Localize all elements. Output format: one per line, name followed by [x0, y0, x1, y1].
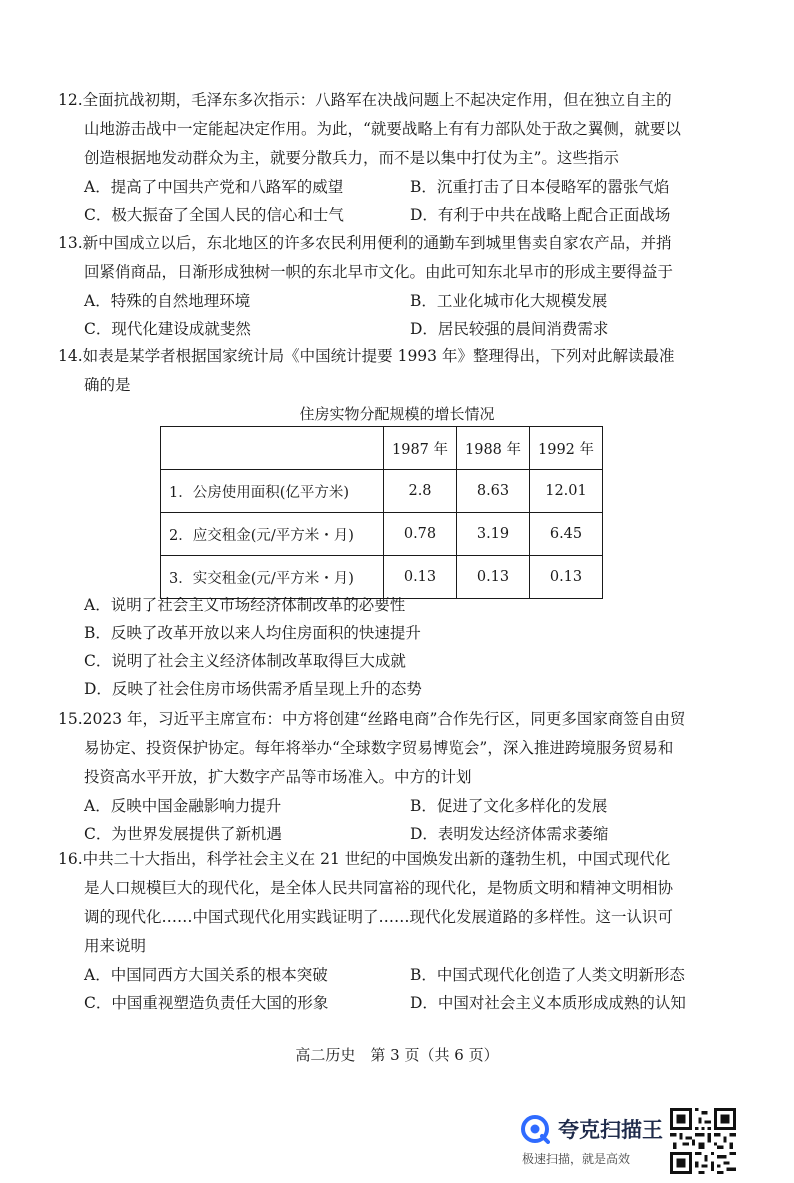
table-cell: 0.13: [384, 556, 457, 599]
question-16: [58, 845, 718, 1017]
question-number: 15.: [58, 710, 83, 728]
table-corner-cell: [161, 427, 384, 470]
option-b[interactable]: B．促进了文化多样化的发展: [410, 797, 608, 815]
question-text: 是人口规模巨大的现代化，是全体人民共同富裕的现代化，是物质文明和精神文明相协: [84, 879, 674, 897]
option-d[interactable]: D．反映了社会住房市场供需矛盾呈现上升的态势: [84, 680, 422, 698]
column-header: 1988 年: [457, 427, 530, 470]
question-14: [58, 342, 718, 400]
question-text: 投资高水平开放，扩大数字产品等市场准入。中方的计划: [84, 768, 472, 786]
option-a[interactable]: A．说明了社会主义市场经济体制改革的必要性: [84, 596, 406, 614]
table-header-row: [161, 427, 603, 470]
question-number: 14.: [58, 347, 83, 365]
option-a[interactable]: A．提高了中国共产党和八路军的威望: [84, 178, 344, 196]
row-label: 1．公房使用面积(亿平方米): [161, 470, 384, 513]
brand-name: 夸克扫描王: [558, 1118, 663, 1142]
column-header: 1992 年: [530, 427, 603, 470]
question-14-options: [58, 591, 718, 703]
question-text: 确的是: [84, 376, 131, 394]
question-number: 13.: [58, 234, 83, 252]
table-cell: 2.8: [384, 470, 457, 513]
table-cell: 0.13: [457, 556, 530, 599]
option-c[interactable]: C．中国重视塑造负责任大国的形象: [84, 994, 329, 1012]
table-cell: 6.45: [530, 513, 603, 556]
option-d[interactable]: D．居民较强的晨间消费需求: [410, 320, 609, 338]
table-row: [161, 470, 603, 513]
option-c[interactable]: C．说明了社会主义经济体制改革取得巨大成就: [84, 652, 406, 670]
row-label: 2．应交租金(元/平方米・月): [161, 513, 384, 556]
table-cell: 0.13: [530, 556, 603, 599]
qr-code-icon[interactable]: [670, 1108, 736, 1174]
question-number: 16.: [58, 850, 83, 868]
option-b[interactable]: B．反映了改革开放以来人均住房面积的快速提升: [84, 624, 421, 642]
question-12: [58, 86, 718, 229]
question-text: 调的现代化……中国式现代化用实践证明了……现代化发展道路的多样性。这一认识可: [84, 908, 674, 926]
option-c[interactable]: C．现代化建设成就斐然: [84, 320, 251, 338]
option-b[interactable]: B．工业化城市化大规模发展: [410, 292, 608, 310]
question-text: 易协定、投资保护协定。每年将举办“全球数字贸易博览会”，深入推进跨境服务贸易和: [84, 739, 674, 757]
table-cell: 3.19: [457, 513, 530, 556]
question-text: 创造根据地发动群众为主，就要分散兵力，而不是以集中打仗为主”。这些指示: [84, 149, 619, 167]
question-text: 2023 年，习近平主席宣布：中方将创建“丝路电商”合作先行区，同更多国家商签自由贸: [82, 710, 686, 728]
option-a[interactable]: A．特殊的自然地理环境: [84, 292, 251, 310]
page-footer: 高二历史 第 3 页（共 6 页）: [295, 1046, 499, 1064]
question-text: 全面抗战初期，毛泽东多次指示：八路军在决战问题上不起决定作用，但在独立自主的: [82, 91, 672, 109]
quark-logo-icon: [520, 1114, 550, 1144]
table-title: 住房实物分配规模的增长情况: [299, 405, 495, 423]
option-a[interactable]: A．中国同西方大国关系的根本突破: [84, 966, 328, 984]
option-d[interactable]: D．表明发达经济体需求萎缩: [410, 825, 609, 843]
question-text: 新中国成立以后，东北地区的许多农民利用便利的通勤车到城里售卖自家农产品，并捎: [82, 234, 672, 252]
option-c[interactable]: C．为世界发展提供了新机遇: [84, 825, 282, 843]
question-text: 中共二十大指出，科学社会主义在 21 世纪的中国焕发出新的蓬勃生机，中国式现代化: [82, 850, 671, 868]
option-c[interactable]: C．极大振奋了全国人民的信心和士气: [84, 206, 344, 224]
question-text: 用来说明: [84, 937, 147, 955]
question-text: 如表是某学者根据国家统计局《中国统计提要 1993 年》整理得出，下列对此解读最准: [82, 347, 675, 365]
table-row: [161, 513, 603, 556]
brand-slogan: 极速扫描，就是高效: [522, 1152, 631, 1166]
option-d[interactable]: D．有利于中共在战略上配合正面战场: [410, 206, 671, 224]
question-text: 回紧俏商品，日渐形成独树一帜的东北早市文化。由此可知东北早市的形成主要得益于: [84, 263, 674, 281]
table-cell: 12.01: [530, 470, 603, 513]
table-cell: 8.63: [457, 470, 530, 513]
question-13: [58, 229, 718, 343]
option-b[interactable]: B．中国式现代化创造了人类文明新形态: [410, 966, 685, 984]
option-d[interactable]: D．中国对社会主义本质形成成熟的认知: [410, 994, 686, 1012]
housing-stats-table: [160, 426, 603, 599]
option-b[interactable]: B．沉重打击了日本侵略军的嚣张气焰: [410, 178, 670, 196]
question-number: 12.: [58, 91, 83, 109]
option-a[interactable]: A．反映中国金融影响力提升: [84, 797, 282, 815]
row-label: 3．实交租金(元/平方米・月): [161, 556, 384, 599]
question-text: 山地游击战中一定能起决定作用。为此，“就要战略上有有力部队处于敌之翼侧，就要以: [84, 120, 681, 138]
table-cell: 0.78: [384, 513, 457, 556]
question-15: [58, 705, 718, 848]
column-header: 1987 年: [384, 427, 457, 470]
